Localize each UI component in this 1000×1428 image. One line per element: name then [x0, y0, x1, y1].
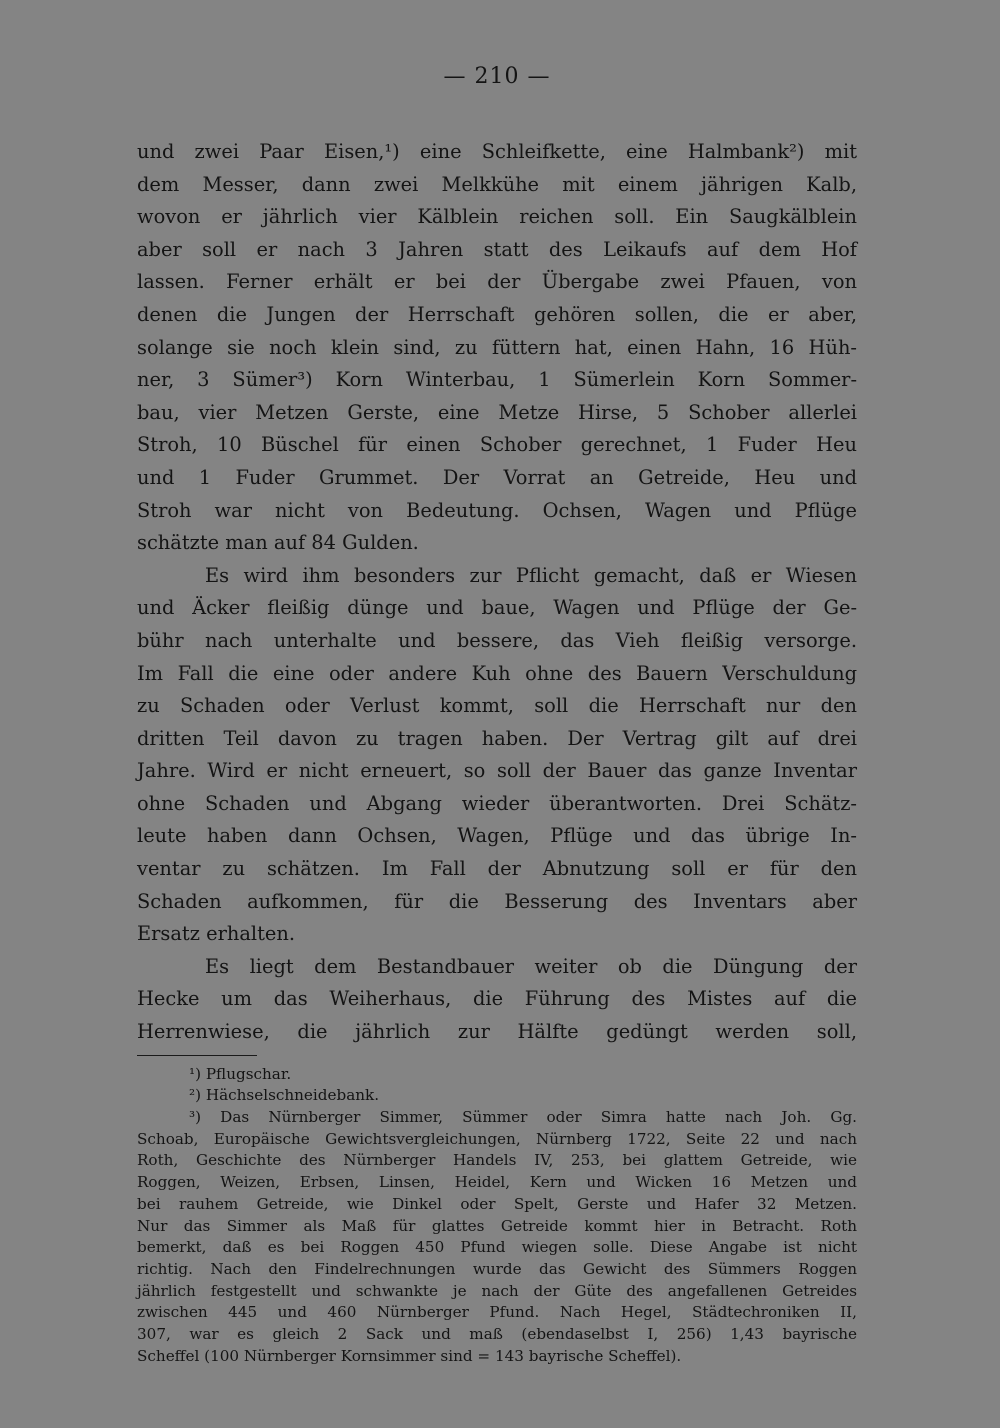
footnote-line: 307, war es gleich 2 Sack und maß (ebendaselbst I, 256) 1,43 bayrische [137, 1325, 857, 1344]
text-line: Stroh war nicht von Bedeutung. Ochsen, Wagen und Pflüge [137, 498, 857, 522]
text-line: leute haben dann Ochsen, Wagen, Pflüge und das übrige In- [137, 824, 857, 848]
text-line: Im Fall die eine oder andere Kuh ohne des Bauern Verschuldung [137, 661, 857, 685]
text-line: dem Messer, dann zwei Melkkühe mit einem jährigen Kalb, [137, 172, 857, 196]
footnote [137, 1085, 857, 1107]
text-line: Stroh, 10 Büschel für einen Schober gerechnet, 1 Fuder Heu [137, 433, 857, 457]
text-line: Herrenwiese, die jährlich zur Hälfte gedüngt werden soll, [137, 1020, 857, 1044]
text-line: bühr nach unterhalte und bessere, das Vieh fleißig versorge. [137, 628, 857, 652]
text-line: Hecke um das Weiherhaus, die Führung des Mistes auf die [137, 987, 857, 1011]
footnote-line: Roggen, Weizen, Erbsen, Linsen, Heidel, Kern und Wicken 16 Metzen und [137, 1173, 857, 1192]
footnote [137, 1064, 857, 1086]
text-line: ner, 3 Sümer³) Korn Winterbau, 1 Sümerlein Korn Sommer- [137, 368, 857, 392]
footnote-line: Schoab, Europäische Gewichtsvergleichungen, Nürnberg 1722, Seite 22 und nach [137, 1129, 857, 1148]
footnote-line: ¹) Pflugschar. [189, 1064, 292, 1083]
footnote-line: Nur das Simmer als Maß für glattes Getreide kommt hier in Betracht. Roth [137, 1216, 857, 1235]
text-line: und 1 Fuder Grummet. Der Vorrat an Getreide, Heu und [137, 465, 857, 489]
paragraph [137, 560, 857, 951]
book-page [137, 62, 857, 1367]
text-line: Ersatz erhalten. [137, 922, 296, 946]
footnote-line: ³) Das Nürnberger Simmer, Sümmer oder Simra hatte nach Joh. Gg. [189, 1108, 857, 1127]
text-line: Jahre. Wird er nicht erneuert, so soll der Bauer das ganze Inventar [137, 759, 857, 783]
body-text [137, 136, 857, 1049]
footnote [137, 1107, 857, 1367]
text-line: schätzte man auf 84 Gulden. [137, 531, 419, 555]
text-line: Schaden aufkommen, für die Besserung des Inventars aber [137, 889, 857, 913]
footnote-line: jährlich festgestellt und schwankte je nach der Güte des angefallenen Getreides [137, 1281, 857, 1300]
text-line: aber soll er nach 3 Jahren statt des Leikaufs auf dem Hof [137, 237, 857, 261]
text-line: zu Schaden oder Verlust kommt, soll die Herrschaft nur den [137, 694, 857, 718]
footnote-line: Roth, Geschichte des Nürnberger Handels IV, 253, bei glattem Getreide, wie [137, 1151, 857, 1170]
footnote-line: Scheffel (100 Nürnberger Kornsimmer sind = 143 bayrische Scheffel). [137, 1346, 682, 1365]
text-line: Es wird ihm besonders zur Pflicht gemacht, daß er Wiesen [205, 563, 857, 587]
paragraph [137, 951, 857, 1049]
text-line: wovon er jährlich vier Kälblein reichen soll. Ein Saugkälblein [137, 205, 857, 229]
text-line: und Äcker fleißig dünge und baue, Wagen und Pflüge der Ge- [137, 596, 857, 620]
text-line: und zwei Paar Eisen,¹) eine Schleifkette, eine Halmbank²) mit [137, 140, 857, 163]
paragraph [137, 136, 857, 560]
footnote-line: zwischen 445 und 460 Nürnberger Pfund. Nach Hegel, Städtechroniken II, [137, 1303, 857, 1322]
text-line: bau, vier Metzen Gerste, eine Metze Hirse, 5 Schober allerlei [137, 400, 857, 424]
text-line: ventar zu schätzen. Im Fall der Abnutzung soll er für den [137, 857, 857, 881]
footnote-line: ²) Hächselschneidebank. [189, 1086, 380, 1105]
footnote-line: richtig. Nach den Findelrechnungen wurde das Gewicht des Sümmers Roggen [137, 1259, 857, 1278]
text-line: lassen. Ferner erhält er bei der Übergabe zwei Pfauen, von [137, 270, 857, 294]
footnote-line: bemerkt, daß es bei Roggen 450 Pfund wiegen solle. Diese Angabe ist nicht [137, 1238, 857, 1257]
footnote-line: bei rauhem Getreide, wie Dinkel oder Spelt, Gerste und Hafer 32 Metzen. [137, 1194, 857, 1213]
footnote-separator [137, 1055, 257, 1056]
text-line: Es liegt dem Bestandbauer weiter ob die Düngung der [205, 954, 857, 978]
text-line: dritten Teil davon zu tragen haben. Der Vertrag gilt auf drei [137, 726, 857, 750]
footnotes [137, 1064, 857, 1368]
text-line: solange sie noch klein sind, zu füttern hat, einen Hahn, 16 Hüh- [137, 335, 857, 359]
text-line: denen die Jungen der Herrschaft gehören sollen, die er aber, [137, 302, 857, 326]
page-number: — 210 — [443, 64, 551, 89]
text-line: ohne Schaden und Abgang wieder überantworten. Drei Schätz- [137, 791, 857, 815]
